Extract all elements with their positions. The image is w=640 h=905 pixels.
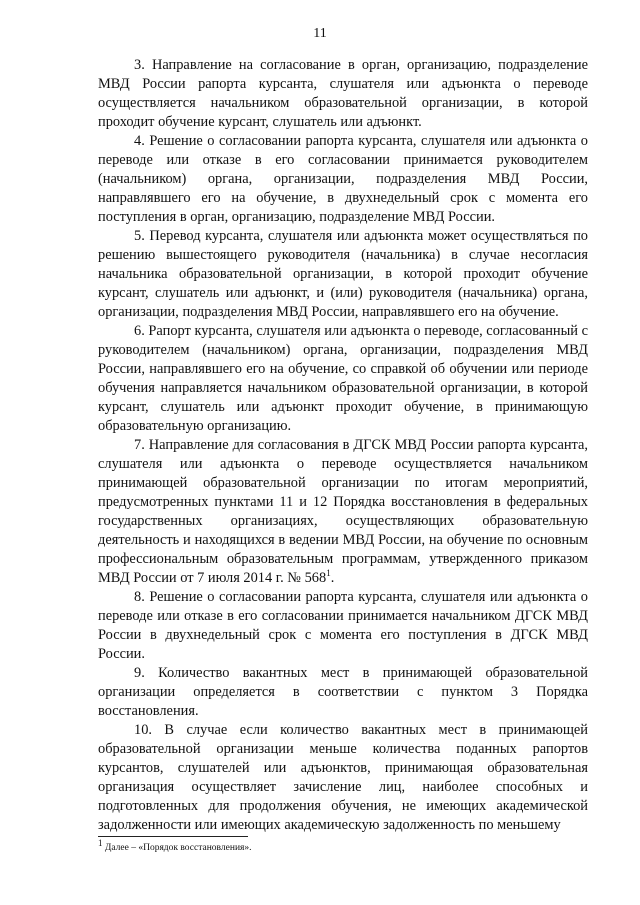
paragraph-9: 9. Количество вакантных мест в принимающей образовательной организации определяется в соответствии с пунктом 3 Порядка восстановления. [98,665,588,719]
paragraph-7 [98,436,588,588]
paragraph-3: 3. Направление на согласование в орган, организацию, подразделение МВД России рапорта курсанта, слушателя или адъюнкта о переводе осуществляется начальником образовательной организации, в которой проходит обучение курсант, слушатель или адъюнкт. [98,57,588,130]
page-number: 11 [313,26,327,41]
paragraph-10: 10. В случае если количество вакантных мест в принимающей образовательной организации меньше количества поданных рапортов курсантов, слушателей или адъюнктов, принимающая образовательная организация осуществляет зачисление лиц, наиболее способных и подготовленных для продолжения обучения, не имеющих академической задолженности или имеющих академическую задолженность по меньшему [98,722,588,833]
body-text [98,56,588,835]
paragraph-4: 4. Решение о согласовании рапорта курсанта, слушателя или адъюнкта о переводе или отказе в его согласовании принимается руководителем (начальником) органа, организации, подразделения МВД России, направлявшего его на обучение, в двухнедельный срок с момента его поступления в орган, организацию, подразделение МВД России. [98,133,588,225]
footnote-marker: 1 [98,837,103,848]
footnote-text: Далее – «Порядок восстановления». [102,843,252,853]
footnote [98,837,588,854]
paragraph-7-text: 7. Направление для согласования в ДГСК МВД России рапорта курсанта, слушателя или адъюнкта о переводе осуществляется начальником принимающей образовательной организации по итогам мероприятий, предусмотренных пунктами 11 и 12 Порядка восстановления в федеральных государственных организациях, осуществляющих образовательную деятельность и находящихся в ведении МВД России, на обучение по основным профессиональным образовательным программам, утвержденного приказом МВД России от 7 июля 2014 г. № 568 [98,437,588,586]
paragraph-8: 8. Решение о согласовании рапорта курсанта, слушателя или адъюнкта о переводе или отказе в его согласовании принимается начальником ДГСК МВД России в двухнедельный срок с момента его поступления в ДГСК МВД России. [98,589,588,662]
footnote-reference: 1 [326,568,331,579]
paragraph-6: 6. Рапорт курсанта, слушателя или адъюнкта о переводе, согласованный с руководителем (начальником) органа, организации, подразделения МВД России, направлявшего его на обучение, со справкой об обучении или периоде обучения направляется начальником образовательной организации, в которой курсант, слушатель или адъюнкт проходит обучение, в принимающую образовательную организацию. [98,323,588,434]
paragraph-5: 5. Перевод курсанта, слушателя или адъюнкта может осуществляться по решению вышестоящего руководителя (начальника) в случае несогласия начальника образовательной организации, в которой проходит обучение курсант, слушатель или адъюнкт, и (или) руководителя (начальника) органа, организации, подразделения МВД России, направлявшего его на обучение. [98,228,588,320]
footnote-divider [98,836,248,837]
paragraph-7-tail: . [330,570,335,586]
